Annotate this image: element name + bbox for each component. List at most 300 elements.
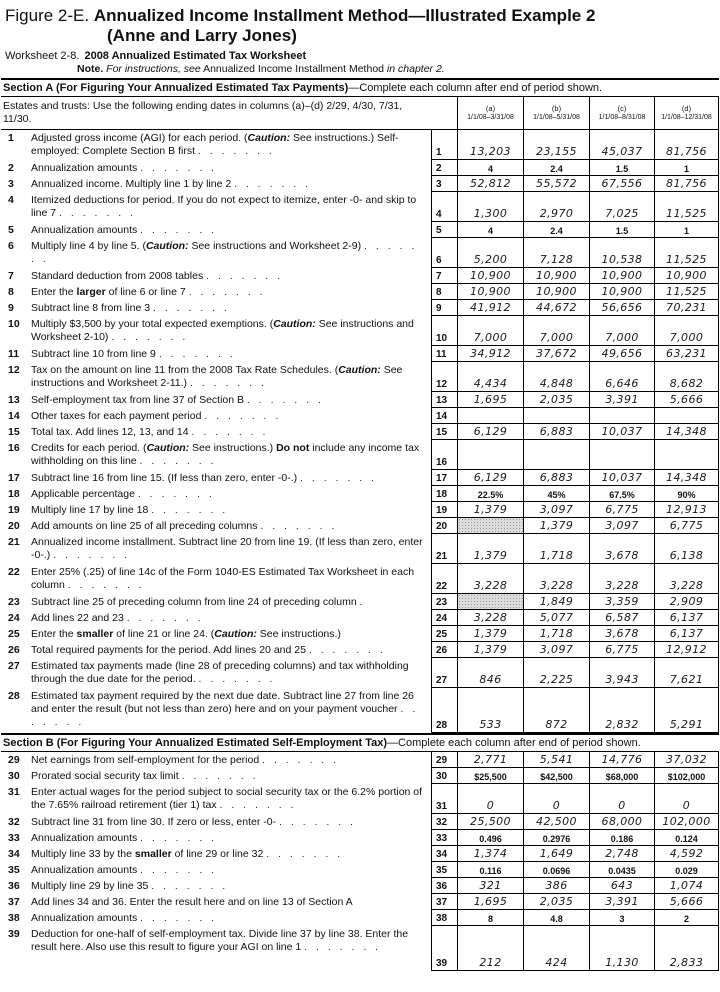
row-description: [1, 502, 431, 518]
grid-line-number: 4: [431, 192, 457, 222]
worksheet-table: [1, 78, 719, 971]
value-col-a-line-29: 2,771: [457, 752, 523, 768]
worksheet-row-24: [1, 610, 719, 626]
section-b-subtitle: —Complete each column after end of period shown.: [387, 737, 641, 749]
value-col-d-line-28: 5,291: [654, 688, 719, 733]
row-description: [1, 486, 431, 502]
row-description-text: Estimated tax payments made (line 28 of preceding columns) and tax withholding through the due date for the period.: [31, 660, 409, 685]
grid-line-number: 38: [431, 910, 457, 926]
grid-line-number: 31: [431, 784, 457, 814]
grid-line-number: 26: [431, 642, 457, 658]
value-col-d-line-30: $102,000: [654, 768, 719, 784]
section-a-subtitle: —Complete each column after end of period shown.: [348, 82, 603, 94]
column-range-c: 1/1/08–8/31/08: [598, 114, 646, 121]
value-col-c-line-28: 2,832: [589, 688, 654, 733]
estates-trusts-note: Estates and trusts: Use the following ending dates in columns (a)–(d) 2/29, 4/30, 7/31, 11/30.: [1, 97, 457, 130]
row-description-text: Add amounts on line 25 of all preceding columns: [31, 520, 258, 532]
value-col-d-line-29: 37,032: [654, 752, 719, 768]
dot-leader: . . . . . . .: [308, 644, 386, 656]
value-col-b-line-18: 45%: [523, 486, 589, 502]
grid-line-number: 34: [431, 846, 457, 862]
value-col-a-line-9: 41,912: [457, 300, 523, 316]
value-col-a-line-18: 22.5%: [457, 486, 523, 502]
row-number: 16: [8, 442, 20, 454]
value-col-b-line-30: $42,500: [523, 768, 589, 784]
dot-leader: . . . . . . .: [158, 348, 236, 360]
row-description-text: Credits for each period. (Caution: See instructions.) Do not include any income tax withholding on this line: [31, 442, 420, 467]
value-col-b-line-15: 6,883: [523, 424, 589, 440]
value-col-d-line-16: [654, 440, 719, 470]
value-col-d-line-2: 1: [654, 160, 719, 176]
value-col-a-line-16: [457, 440, 523, 470]
row-number: 6: [8, 240, 14, 252]
worksheet-row-32: [1, 814, 719, 830]
value-col-b-line-16: [523, 440, 589, 470]
row-description: [1, 424, 431, 440]
row-number: 31: [8, 786, 20, 798]
worksheet-row-8: [1, 284, 719, 300]
worksheet-row-31: [1, 784, 719, 814]
value-col-c-line-33: 0.186: [589, 830, 654, 846]
value-col-d-line-15: 14,348: [654, 424, 719, 440]
row-description-text: Annualization amounts: [31, 864, 138, 876]
value-col-a-line-14: [457, 408, 523, 424]
value-col-d-line-5: 1: [654, 222, 719, 238]
row-description: [1, 408, 431, 424]
value-col-b-line-6: 7,128: [523, 238, 589, 268]
row-description: [1, 830, 431, 846]
row-description: [1, 862, 431, 878]
value-col-a-line-23: [457, 594, 523, 610]
grid-line-number: 30: [431, 768, 457, 784]
value-col-c-line-32: 68,000: [589, 814, 654, 830]
section-b-header: [1, 733, 719, 752]
worksheet-row-33: [1, 830, 719, 846]
row-description: [1, 752, 431, 768]
row-number: 8: [8, 286, 14, 298]
worksheet-row-25: [1, 626, 719, 642]
dot-leader: . . . . . . .: [137, 488, 215, 500]
row-number: 18: [8, 488, 20, 500]
worksheet-row-11: [1, 346, 719, 362]
value-col-a-line-28: 533: [457, 688, 523, 733]
dot-leader: . . . . . . .: [266, 848, 344, 860]
figure-title-text: Annualized Income Installment Method—Illustrated Example 2: [93, 6, 596, 25]
section-a-title: Section A (For Figuring Your Annualized Estimated Tax Payments): [3, 82, 349, 94]
value-col-c-line-26: 6,775: [589, 642, 654, 658]
value-col-c-line-37: 3,391: [589, 894, 654, 910]
worksheet-label: Worksheet 2-8.: [5, 50, 80, 62]
value-col-d-line-10: 7,000: [654, 316, 719, 346]
row-number: 26: [8, 644, 20, 656]
dot-leader: . . . . . . .: [206, 270, 284, 282]
value-col-a-line-1: 13,203: [457, 130, 523, 160]
row-number: 21: [8, 536, 20, 548]
value-col-a-line-13: 1,695: [457, 392, 523, 408]
row-description: [1, 284, 431, 300]
value-col-b-line-1: 23,155: [523, 130, 589, 160]
value-col-b-line-27: 2,225: [523, 658, 589, 688]
value-col-c-line-27: 3,943: [589, 658, 654, 688]
note-italic-pre: For instructions, see: [106, 63, 201, 75]
row-number: 24: [8, 612, 20, 624]
row-number: 37: [8, 896, 20, 908]
row-description: [1, 534, 431, 564]
row-number: 12: [8, 364, 20, 376]
row-number: 20: [8, 520, 20, 532]
row-description-text: Annualization amounts: [31, 832, 138, 844]
row-description: [1, 642, 431, 658]
value-col-b-line-12: 4,848: [523, 362, 589, 392]
value-col-c-line-36: 643: [589, 878, 654, 894]
row-description: [1, 470, 431, 486]
row-description: [1, 878, 431, 894]
grid-line-number: 5: [431, 222, 457, 238]
value-col-b-line-32: 42,500: [523, 814, 589, 830]
row-description: [1, 316, 431, 346]
worksheet-row-9: [1, 300, 719, 316]
row-description-text: Itemized deductions for period. If you do not expect to itemize, enter -0- and skip to line 7: [31, 194, 417, 219]
row-description-text: Deduction for one-half of self-employment tax. Divide line 37 by line 38. Enter the result here. Also use this result to figure your AGI on line 1: [31, 928, 409, 953]
row-description-text: Enter the larger of line 6 or line 7: [31, 286, 186, 298]
column-label-b: (b): [551, 104, 562, 113]
row-number: 30: [8, 770, 20, 782]
row-number: 25: [8, 628, 20, 640]
row-description: [1, 610, 431, 626]
grid-line-number: 16: [431, 440, 457, 470]
worksheet-row-6: [1, 238, 719, 268]
value-col-a-line-11: 34,912: [457, 346, 523, 362]
figure-title: [1, 6, 719, 46]
dot-leader: . . . . . . .: [67, 579, 145, 591]
value-col-b-line-38: 4.8: [523, 910, 589, 926]
worksheet-row-15: [1, 424, 719, 440]
value-col-c-line-1: 45,037: [589, 130, 654, 160]
row-number: 28: [8, 690, 20, 702]
worksheet-row-5: [1, 222, 719, 238]
column-header-b: [523, 97, 589, 130]
grid-line-number: 3: [431, 176, 457, 192]
dot-leader: . . . . . . .: [111, 331, 189, 343]
row-description-text: Annualized income. Multiply line 1 by line 2: [31, 178, 232, 190]
dot-leader: . . . . . . .: [139, 455, 217, 467]
grid-line-number: 8: [431, 284, 457, 300]
dot-leader: . . . . . . .: [140, 162, 218, 174]
dot-leader: . . . . . . .: [140, 832, 218, 844]
value-col-b-line-35: 0.0696: [523, 862, 589, 878]
worksheet-heading: [1, 50, 719, 62]
value-col-a-line-19: 1,379: [457, 502, 523, 518]
value-col-d-line-39: 2,833: [654, 926, 719, 971]
value-col-d-line-13: 5,666: [654, 392, 719, 408]
value-col-a-line-8: 10,900: [457, 284, 523, 300]
grid-line-number: 18: [431, 486, 457, 502]
worksheet-row-13: [1, 392, 719, 408]
worksheet-row-38: [1, 910, 719, 926]
worksheet-row-26: [1, 642, 719, 658]
value-col-a-line-15: 6,129: [457, 424, 523, 440]
grid-line-number: 32: [431, 814, 457, 830]
worksheet-row-3: [1, 176, 719, 192]
row-description: [1, 392, 431, 408]
grid-line-number: 12: [431, 362, 457, 392]
grid-line-number: 10: [431, 316, 457, 346]
value-col-b-line-14: [523, 408, 589, 424]
dot-leader: . . . . . . .: [300, 472, 377, 484]
grid-line-number: 19: [431, 502, 457, 518]
value-col-a-line-37: 1,695: [457, 894, 523, 910]
value-col-c-line-9: 56,656: [589, 300, 654, 316]
worksheet-row-17: [1, 470, 719, 486]
value-col-d-line-33: 0.124: [654, 830, 719, 846]
figure-subtitle: (Anne and Larry Jones): [107, 26, 297, 45]
row-description: [1, 910, 431, 926]
value-col-a-line-24: 3,228: [457, 610, 523, 626]
value-col-b-line-31: 0: [523, 784, 589, 814]
value-col-a-line-21: 1,379: [457, 534, 523, 564]
value-col-d-line-20: 6,775: [654, 518, 719, 534]
row-description-text: Enter 25% (.25) of line 14c of the Form 1040-ES Estimated Tax Worksheet in each column: [31, 566, 415, 591]
value-col-d-line-27: 7,621: [654, 658, 719, 688]
dot-leader: . . . . . . .: [151, 504, 229, 516]
dot-leader: . . . . . . .: [31, 240, 418, 265]
worksheet-row-35: [1, 862, 719, 878]
value-col-c-line-4: 7,025: [589, 192, 654, 222]
value-col-a-line-36: 321: [457, 878, 523, 894]
row-description: [1, 926, 431, 971]
grid-line-number: 13: [431, 392, 457, 408]
value-col-b-line-11: 37,672: [523, 346, 589, 362]
grid-line-number: 6: [431, 238, 457, 268]
value-col-d-line-36: 1,074: [654, 878, 719, 894]
row-number: 17: [8, 472, 20, 484]
row-description-text: Add lines 22 and 23: [31, 612, 124, 624]
row-number: 5: [8, 224, 14, 236]
value-col-c-line-31: 0: [589, 784, 654, 814]
value-col-d-line-1: 81,756: [654, 130, 719, 160]
value-col-c-line-12: 6,646: [589, 362, 654, 392]
value-col-d-line-26: 12,912: [654, 642, 719, 658]
grid-line-number: 24: [431, 610, 457, 626]
value-col-b-line-22: 3,228: [523, 564, 589, 594]
value-col-c-line-7: 10,900: [589, 268, 654, 284]
value-col-a-line-4: 1,300: [457, 192, 523, 222]
row-description-text: Total tax. Add lines 12, 13, and 14: [31, 426, 189, 438]
row-number: 1: [8, 132, 14, 144]
note-italic-post: in chapter 2.: [386, 63, 445, 75]
worksheet-row-16: [1, 440, 719, 470]
worksheet-row-27: [1, 658, 719, 688]
worksheet-row-37: [1, 894, 719, 910]
dot-leader: . . . . . . .: [260, 520, 338, 532]
value-col-a-line-10: 7,000: [457, 316, 523, 346]
grid-line-number: 17: [431, 470, 457, 486]
dot-leader: . . . . . . .: [140, 224, 218, 236]
dot-leader: . . . . . . .: [53, 549, 131, 561]
dot-leader: . . . . . . .: [204, 410, 282, 422]
value-col-d-line-24: 6,137: [654, 610, 719, 626]
value-col-c-line-13: 3,391: [589, 392, 654, 408]
value-col-b-line-23: 1,849: [523, 594, 589, 610]
row-description: [1, 626, 431, 642]
value-col-c-line-10: 7,000: [589, 316, 654, 346]
row-description-text: Annualization amounts: [31, 912, 138, 924]
row-number: 10: [8, 318, 20, 330]
row-description-text: Add lines 34 and 36. Enter the result here and on line 13 of Section A: [31, 896, 353, 908]
row-description: [1, 268, 431, 284]
row-description-text: Annualization amounts: [31, 224, 138, 236]
row-number: 33: [8, 832, 20, 844]
value-col-a-line-38: 8: [457, 910, 523, 926]
value-col-d-line-7: 10,900: [654, 268, 719, 284]
row-description: [1, 814, 431, 830]
value-col-d-line-17: 14,348: [654, 470, 719, 486]
row-number: 23: [8, 596, 20, 608]
value-col-d-line-23: 2,909: [654, 594, 719, 610]
section-a-header: [1, 78, 719, 97]
row-description-text: Tax on the amount on line 11 from the 2008 Tax Rate Schedules. (Caution: See instructions and Worksheet 2-11.): [31, 364, 403, 389]
row-description: [1, 222, 431, 238]
section-b-rows: [1, 752, 719, 971]
value-col-d-line-9: 70,231: [654, 300, 719, 316]
row-number: 2: [8, 162, 14, 174]
value-col-c-line-15: 10,037: [589, 424, 654, 440]
value-col-d-line-22: 3,228: [654, 564, 719, 594]
row-description: [1, 362, 431, 392]
value-col-b-line-13: 2,035: [523, 392, 589, 408]
column-label-c: (c): [617, 104, 627, 113]
grid-line-number: 21: [431, 534, 457, 564]
value-col-c-line-21: 3,678: [589, 534, 654, 564]
value-col-a-line-6: 5,200: [457, 238, 523, 268]
value-col-a-line-7: 10,900: [457, 268, 523, 284]
section-b-title: Section B (For Figuring Your Annualized Estimated Self-Employment Tax): [3, 737, 388, 749]
row-description-text: Multiply $3,500 by your total expected exemptions. (Caution: See instructions and Worksheet 2-10): [31, 318, 414, 343]
section-a-rows: [1, 130, 719, 733]
value-col-d-line-31: 0: [654, 784, 719, 814]
row-description-text: Multiply line 4 by line 5. (Caution: See instructions and Worksheet 2-9): [31, 240, 362, 252]
row-description-text: Enter actual wages for the period subject to social security tax or the 6.2% portion of the 7.65% railroad retirement (tier 1) tax: [31, 786, 423, 811]
row-number: 7: [8, 270, 14, 282]
dot-leader: . . . . . . .: [262, 754, 340, 766]
grid-line-number: 1: [431, 130, 457, 160]
value-col-a-line-22: 3,228: [457, 564, 523, 594]
value-col-c-line-3: 67,556: [589, 176, 654, 192]
column-range-b: 1/1/08–5/31/08: [533, 114, 580, 121]
row-description: [1, 658, 431, 688]
row-number: 4: [8, 194, 14, 206]
row-description: [1, 894, 431, 910]
column-header-c: [589, 97, 654, 130]
column-label-d: (d): [681, 104, 692, 113]
worksheet-row-1: [1, 130, 719, 160]
worksheet-row-10: [1, 316, 719, 346]
value-col-b-line-7: 10,900: [523, 268, 589, 284]
value-col-c-line-20: 3,097: [589, 518, 654, 534]
value-col-a-line-32: 25,500: [457, 814, 523, 830]
dot-leader: . . . . . . .: [246, 394, 324, 406]
value-col-b-line-28: 872: [523, 688, 589, 733]
value-col-a-line-33: 0.496: [457, 830, 523, 846]
value-col-b-line-24: 5,077: [523, 610, 589, 626]
grid-line-number: 37: [431, 894, 457, 910]
dot-leader: . . . . . . .: [181, 770, 259, 782]
column-header-row: [1, 97, 719, 130]
row-number: 3: [8, 178, 14, 190]
note-method: Annualized Income Installment Method: [203, 63, 384, 75]
value-col-b-line-2: 2.4: [523, 160, 589, 176]
value-col-b-line-17: 6,883: [523, 470, 589, 486]
value-col-a-line-17: 6,129: [457, 470, 523, 486]
value-col-a-line-5: 4: [457, 222, 523, 238]
row-description: [1, 346, 431, 362]
value-col-d-line-19: 12,913: [654, 502, 719, 518]
grid-line-number: 22: [431, 564, 457, 594]
worksheet-row-12: [1, 362, 719, 392]
grid-line-number: 29: [431, 752, 457, 768]
grid-line-number: 36: [431, 878, 457, 894]
dot-leader: . . . . . . .: [279, 816, 356, 828]
row-description: [1, 440, 431, 470]
value-col-c-line-23: 3,359: [589, 594, 654, 610]
row-number: 34: [8, 848, 20, 860]
row-description: [1, 594, 431, 610]
dot-leader: . . . . . . .: [151, 880, 229, 892]
value-col-c-line-25: 3,678: [589, 626, 654, 642]
row-number: 14: [8, 410, 20, 422]
figure-label: Figure 2-E.: [5, 6, 90, 25]
row-description: [1, 784, 431, 814]
value-col-d-line-32: 102,000: [654, 814, 719, 830]
row-number: 22: [8, 566, 20, 578]
worksheet-row-29: [1, 752, 719, 768]
row-description-text: Other taxes for each payment period: [31, 410, 202, 422]
note-line: [77, 63, 719, 75]
grid-line-number: 25: [431, 626, 457, 642]
value-col-c-line-6: 10,538: [589, 238, 654, 268]
value-col-d-line-3: 81,756: [654, 176, 719, 192]
value-col-d-line-12: 8,682: [654, 362, 719, 392]
dot-leader: . . . . . . .: [197, 145, 275, 157]
row-description: [1, 768, 431, 784]
grid-line-number: 35: [431, 862, 457, 878]
dot-leader: . . . . . . .: [31, 703, 419, 728]
grid-line-number: 7: [431, 268, 457, 284]
value-col-a-line-34: 1,374: [457, 846, 523, 862]
value-col-d-line-6: 11,525: [654, 238, 719, 268]
row-description-text: Adjusted gross income (AGI) for each period. (Caution: See instructions.) Self-employed: Complete Section B first: [31, 132, 399, 157]
value-col-b-line-26: 3,097: [523, 642, 589, 658]
value-col-d-line-37: 5,666: [654, 894, 719, 910]
value-col-a-line-35: 0.116: [457, 862, 523, 878]
value-col-c-line-38: 3: [589, 910, 654, 926]
worksheet-row-39: [1, 926, 719, 971]
dot-leader: . . . . . . .: [152, 302, 230, 314]
dot-leader: . . . . . . .: [219, 799, 297, 811]
value-col-d-line-11: 63,231: [654, 346, 719, 362]
value-col-d-line-34: 4,592: [654, 846, 719, 862]
value-col-c-line-39: 1,130: [589, 926, 654, 971]
row-description-text: Standard deduction from 2008 tables: [31, 270, 204, 282]
row-description-text: Multiply line 17 by line 18: [31, 504, 149, 516]
row-description: [1, 160, 431, 176]
row-description-text: Annualized income installment. Subtract line 20 from line 19. (If less than zero, enter -0-.): [31, 536, 423, 561]
row-description: [1, 688, 431, 733]
value-col-b-line-29: 5,541: [523, 752, 589, 768]
row-description: [1, 518, 431, 534]
row-description-text: Subtract line 8 from line 3: [31, 302, 151, 314]
dot-leader: . . . . . . .: [189, 377, 267, 389]
